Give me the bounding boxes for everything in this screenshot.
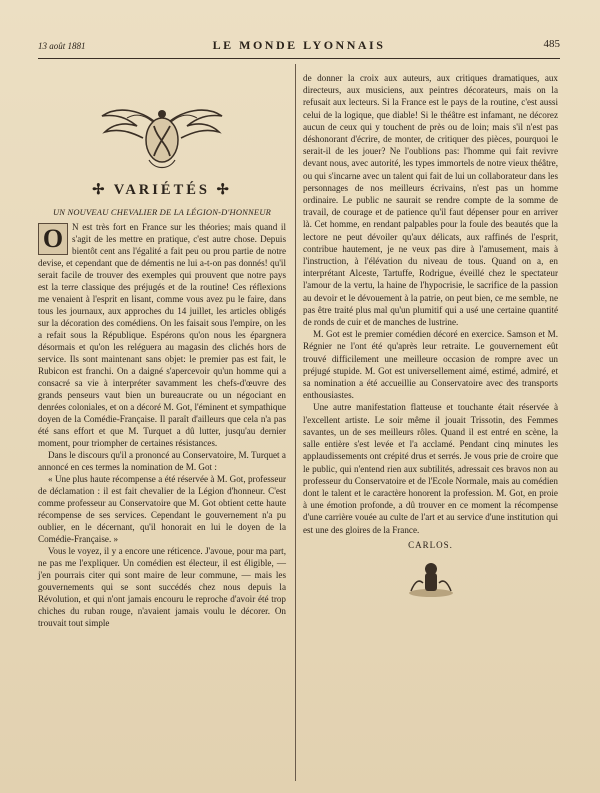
winged-monogram-emblem-icon: [97, 88, 227, 178]
paragraph: Vous le voyez, il y a encore une réticence. J'avoue, pour ma part, ne pas me l'expliquer. Un comédien est électeur, il est éligible, — j'en pourrais citer qui sont maire de leur commune, — mais les gouvernements qui se sont succédés chez nous depuis la Révolution, et qui n'ont jamais encouru le reproche d'avoir été trop chiches du ruban rouge, n'avaient jamais voulu le décorer. On trouvait tout simple: [38, 546, 286, 628]
paragraph: Une autre manifestation flatteuse et touchante était réservée à l'excellent artiste. Le soir même il jouait Trissotin, des Femmes savantes, un de ses meilleurs rôles. Quand il est entré en scène, la salle entière s'est levée et l'a acclamé. Pendant cinq minutes les applaudissements ont crépité drus et serrés. Je vous prie de croire que le public, qui n'entend rien aux subtilités, adressait ces bravos non au professeur du Conservatoire et de l'Ecole Normale, mais au comédien dont le talent et le caractère honorent la profession. M. Got, en proie à une émotion profonde, a dû trouver en ce moment la récompense d'une carrière vouée au culte de l'art et au service d'une institution qui est une des gloires de la France.: [303, 402, 558, 535]
masthead-title: LE MONDE LYONNAIS: [212, 38, 386, 52]
paragraph-text: N est très fort en France sur les théories; mais quand il s'agit de les mettre en pratique, c'est autre chose. Depuis bientôt cent ans l'égalité a fait peu ou prou partie de notre devise, et cependant que de démentis ne lui a-t-on pas donnés! qu'il serait facile de trouver des exemples qui prouvent que notre pays est la terre classique des préjugés et de la routine! Ces réflexions me venaient à l'esprit en lisant, comme vous avez pu le faire, dans tous les journaux, aux approches du 14 juillet, les articles obligés sur la décoration des comédiens. On les faisait sous l'empire, on les a refait sous la République. Espérons qu'on nous les épargnera désormais et qu'on les reléguera au magasin des clichés hors de service. Ils sont maintenant sans objet: le premier pas est fait, le Rubicon est franchi. On a daigné s'apercevoir qu'un homme qui a consacré sa vie à interpréter savamment les chefs-d'œuvre des grands penseurs vaut bien un bureaucrate ou un négociant en denrées coloniales, et on a décoré M. Got, l'éminent et sympathique doyen de la Comédie-Française. Il paraît d'ailleurs que cela n'a pas été sans effort et que M. Turquet a dû lutter, jusqu'au dernier moment, pour triompher de certaines résistances.: [38, 222, 286, 448]
paragraph: de donner la croix aux auteurs, aux critiques dramatiques, aux directeurs, aux musiciens, aux peintres décorateurs, mais on la refusait aux lecteurs. Si la France est le pays de la routine, c'est aussi celui de la logique, que diable! Si le théâtre est infamant, ne décorez aucun de ceux qui y touchent de près ou de loin; mais s'il n'est pas déshonorant d'écrire, de monter, de critiquer des pièces, pourquoi le serait-il de les jouer? Ne l'oublions pas: l'homme qui fait revivre devant nous, avec autorité, les types immortels de notre vieux théâtre, ou qui s'incarne avec un talent qui fait de lui un collaborateur dans les personnages de nos meilleurs écrivains, n'est pas un homme ordinaire. Le public ne saurait se rendre compte de la somme de travail, de courage et de patience qu'il faut dépenser pour en arriver là. Cet homme, en rendant palpables pour la foule des beautés que la lectore ne peut dévoiler qu'aux délicats, aux raffinés de l'esprit, contribue hautement, je ne veux pas dire à l'amusement, mais à l'instruction, à l'élévation du niveau de tous. Quand on a, en interprétant Alceste, Tartuffe, Rodrigue, éveillé chez le spectateur l'amour de la vertu, la haine de l'hypocrisie, le sacrifice de la passion au devoir et le dévouement à la patrie, on peut bien, ce me semble, ne pas être traité plus mal qu'un plumitif qui a usé une certaine quantité de ronds de cuir et de manches de lustrine.: [303, 73, 558, 328]
header-rule: [38, 58, 560, 59]
quote-paragraph: « Une plus haute récompense a été réservée à M. Got, professeur de déclamation : il est fait chevalier de la Légion d'honneur. C'est comme professeur au Conservatoire que M. Got obtient cette haute récompense de ses services. Cependant le gouvernement n'a pu oublier, en le décernant, qu'il honorait en lui le doyen de la Comédie-Française. »: [38, 474, 286, 544]
issue-date: 13 août 1881: [38, 41, 86, 51]
page-header: [38, 38, 560, 56]
paragraph: M. Got est le premier comédien décoré en exercice. Samson et M. Régnier ne l'ont été qu'après leur retraite. Le gouvernement eût trouvé difficilement une meilleure occasion de rompre avec un préjugé stupide. M. Got est universellement aimé, estimé, admiré, et sa nomination a été accueillie au Conservatoire avec des transports enthousiastes.: [303, 329, 558, 401]
left-column: [38, 74, 286, 629]
article-subtitle: UN NOUVEAU CHEVALIER DE LA LÉGION-D'HONNEUR: [52, 207, 272, 217]
section-title: ✢ VARIÉTÉS ✢: [92, 182, 232, 198]
right-column: [303, 72, 558, 599]
end-vignette-icon: [401, 559, 461, 599]
author-signature: CARLOS.: [408, 539, 453, 550]
drop-cap: O: [38, 223, 68, 255]
lead-paragraph: [38, 221, 286, 449]
column-divider: [295, 64, 296, 781]
paragraph: Dans le discours qu'il a prononcé au Conservatoire, M. Turquet a annoncé en ces termes la nomination de M. Got :: [38, 450, 286, 472]
page-number: 485: [543, 38, 560, 50]
